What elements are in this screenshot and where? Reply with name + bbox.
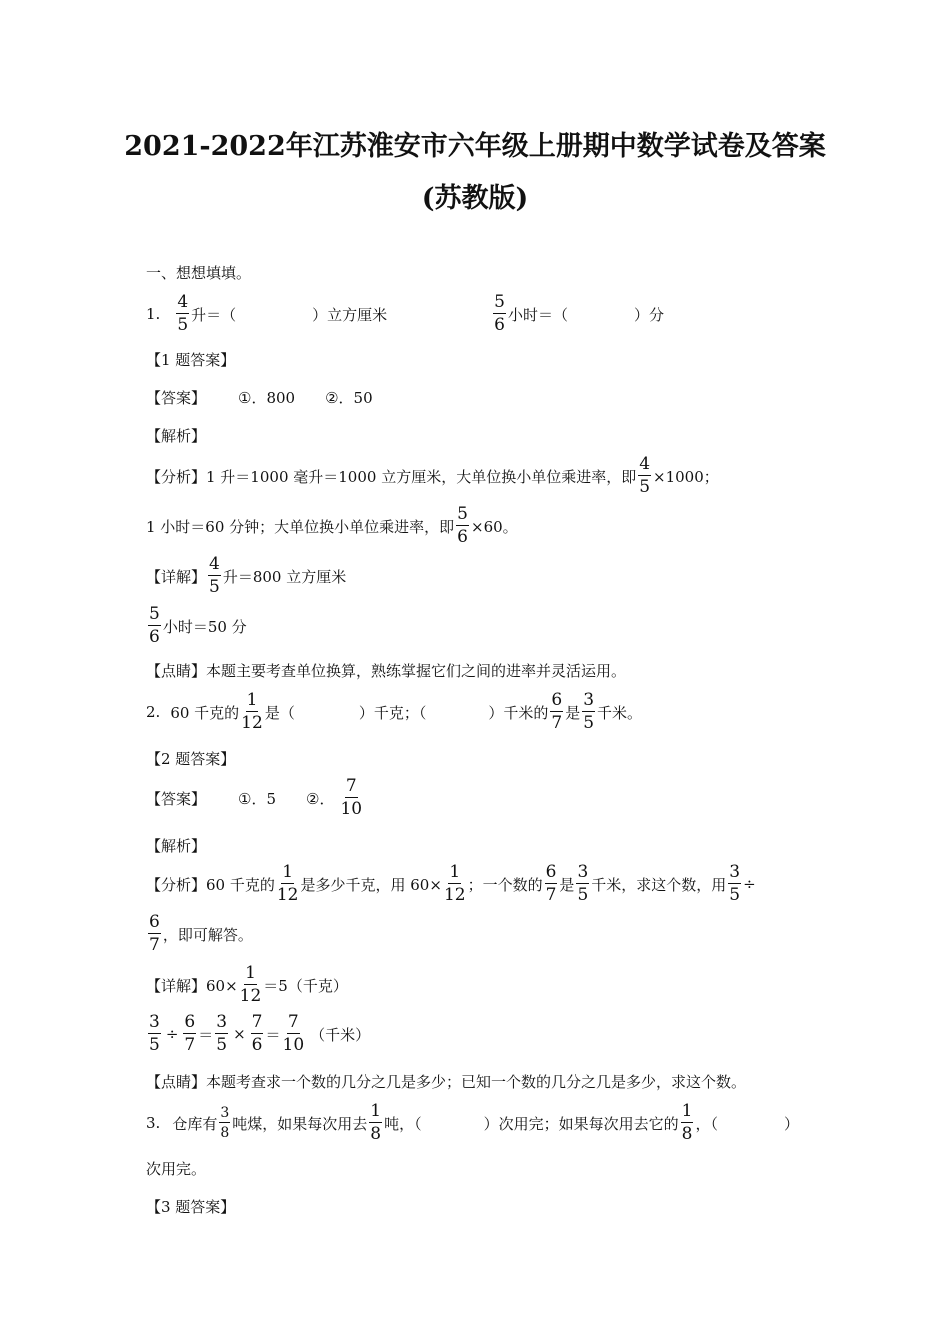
answer-line: 【答案】 ①．5 ②． $\frac{7}{10}$ (146, 776, 363, 819)
detail-line: $\frac{3}{5}$ ÷ $\frac{6}{7}$ ＝ $\frac{3}{5}$ × $\frac{7}{6}$ ＝ $\frac{7}{10}$ （千米） (149, 1012, 371, 1055)
analysis-line: 【分析】1 升＝1000 毫升＝1000 立方厘米，大单位换小单位乘进率，即 $\frac{4}{5}$ ×1000； (146, 454, 719, 497)
question-number: 2. (146, 703, 161, 721)
analysis-heading: 【解析】 (146, 837, 207, 855)
answer-heading: 【3 题答案】 (146, 1198, 236, 1216)
fraction: $\frac{4}{5}$ (177, 292, 189, 335)
fraction: $\frac{3}{8}$ (220, 1105, 230, 1141)
question-text: ）立方厘米 (312, 305, 388, 324)
fraction: $\frac{3}{5}$ (583, 690, 595, 733)
fraction: $\frac{6}{7}$ (184, 1012, 196, 1055)
fraction: $\frac{7}{6}$ (251, 1012, 263, 1055)
fraction: $\frac{3}{5}$ (216, 1012, 228, 1055)
fraction: $\frac{5}{6}$ (457, 504, 468, 547)
fraction: $\frac{1}{12}$ (276, 862, 299, 905)
analysis-heading: 【解析】 (146, 427, 207, 445)
answer-heading: 【2 题答案】 (146, 750, 236, 768)
fraction: $\frac{6}{7}$ (551, 690, 563, 733)
fraction: $\frac{6}{7}$ (545, 862, 557, 905)
detail-line: 【详解】60× $\frac{1}{12}$ ＝5（千克） (146, 963, 348, 1006)
fraction: $\frac{1}{8}$ (370, 1101, 382, 1144)
fraction: $\frac{1}{8}$ (681, 1101, 693, 1144)
fraction: $\frac{1}{12}$ (241, 690, 263, 733)
tip-line: 【点睛】本题考查求一个数的几分之几是多少；已知一个数的几分之几是多少，求这个数。 (146, 1073, 747, 1091)
question-text: 升＝（ (191, 305, 237, 324)
question-number: 1. (146, 305, 161, 323)
fraction: $\frac{3}{5}$ (149, 1012, 160, 1055)
fraction: $\frac{5}{6}$ (494, 292, 505, 335)
detail-line: 【详解】 $\frac{4}{5}$ 升＝800 立方厘米 (146, 554, 347, 597)
question-number: 3. (146, 1114, 161, 1132)
fraction: $\frac{4}{5}$ (209, 554, 220, 597)
tip-line: 【点睛】本题主要考查单位换算，熟练掌握它们之间的进率并灵活运用。 (146, 662, 627, 680)
fraction: $\frac{7}{10}$ (340, 776, 363, 819)
answer-value: ①．800 (238, 389, 296, 407)
fraction: $\frac{3}{5}$ (729, 862, 741, 905)
fraction: $\frac{7}{10}$ (282, 1012, 305, 1055)
document-subtitle: (苏教版) (421, 183, 529, 214)
answer-line: 【答案】 ①．800 ②．50 (146, 389, 373, 407)
question-2: 2. 60 千克的 $\frac{1}{12}$ 是（ ）千克；（ ）千米的 $\frac{6}{7}$ 是 $\frac{3}{5}$ 千米。 (146, 690, 643, 733)
answer-value: ②．50 (325, 389, 373, 407)
answer-value: ①．5 (238, 789, 277, 808)
document-title: 2021-2022年江苏淮安市六年级上册期中数学试卷及答案 (124, 131, 826, 162)
fraction: $\frac{3}{5}$ (577, 862, 589, 905)
question-3: 3. 仓库有 $\frac{3}{8}$ 吨煤，如果每次用去 $\frac{1}{8}$ 吨，（ ）次用完；如果每次用去它的 $\frac{1}{8}$ ，（ ） (146, 1101, 799, 1144)
answer-value: ②． (306, 789, 335, 808)
question-3-continued: 次用完。 (146, 1160, 207, 1178)
question-text: 小时＝（ (508, 305, 569, 324)
analysis-line: 【分析】60 千克的 $\frac{1}{12}$ 是多少千克，用 60× $\frac{1}{12}$ ；一个数的 $\frac{6}{7}$ 是 $\frac{3}{5}$ 千米，求这个数，用 $\frac{3}{5}$ ÷ (146, 862, 756, 905)
question-1 (146, 294, 664, 334)
detail-line: $\frac{5}{6}$ 小时＝50 分 (149, 604, 247, 647)
fraction: $\frac{1}{12}$ (239, 963, 262, 1006)
analysis-line: $\frac{6}{7}$ ，即可解答。 (149, 912, 253, 955)
question-text: ）分 (634, 305, 665, 324)
section-heading: 一、想想填填。 (146, 264, 252, 282)
fraction: $\frac{4}{5}$ (639, 454, 651, 497)
answer-heading: 【1 题答案】 (146, 351, 236, 369)
fraction: $\frac{5}{6}$ (149, 604, 160, 647)
analysis-line: 1 小时＝60 分钟；大单位换小单位乘进率，即 $\frac{5}{6}$ ×60。 (146, 504, 518, 547)
fraction: $\frac{6}{7}$ (149, 912, 160, 955)
fraction: $\frac{1}{12}$ (443, 862, 466, 905)
